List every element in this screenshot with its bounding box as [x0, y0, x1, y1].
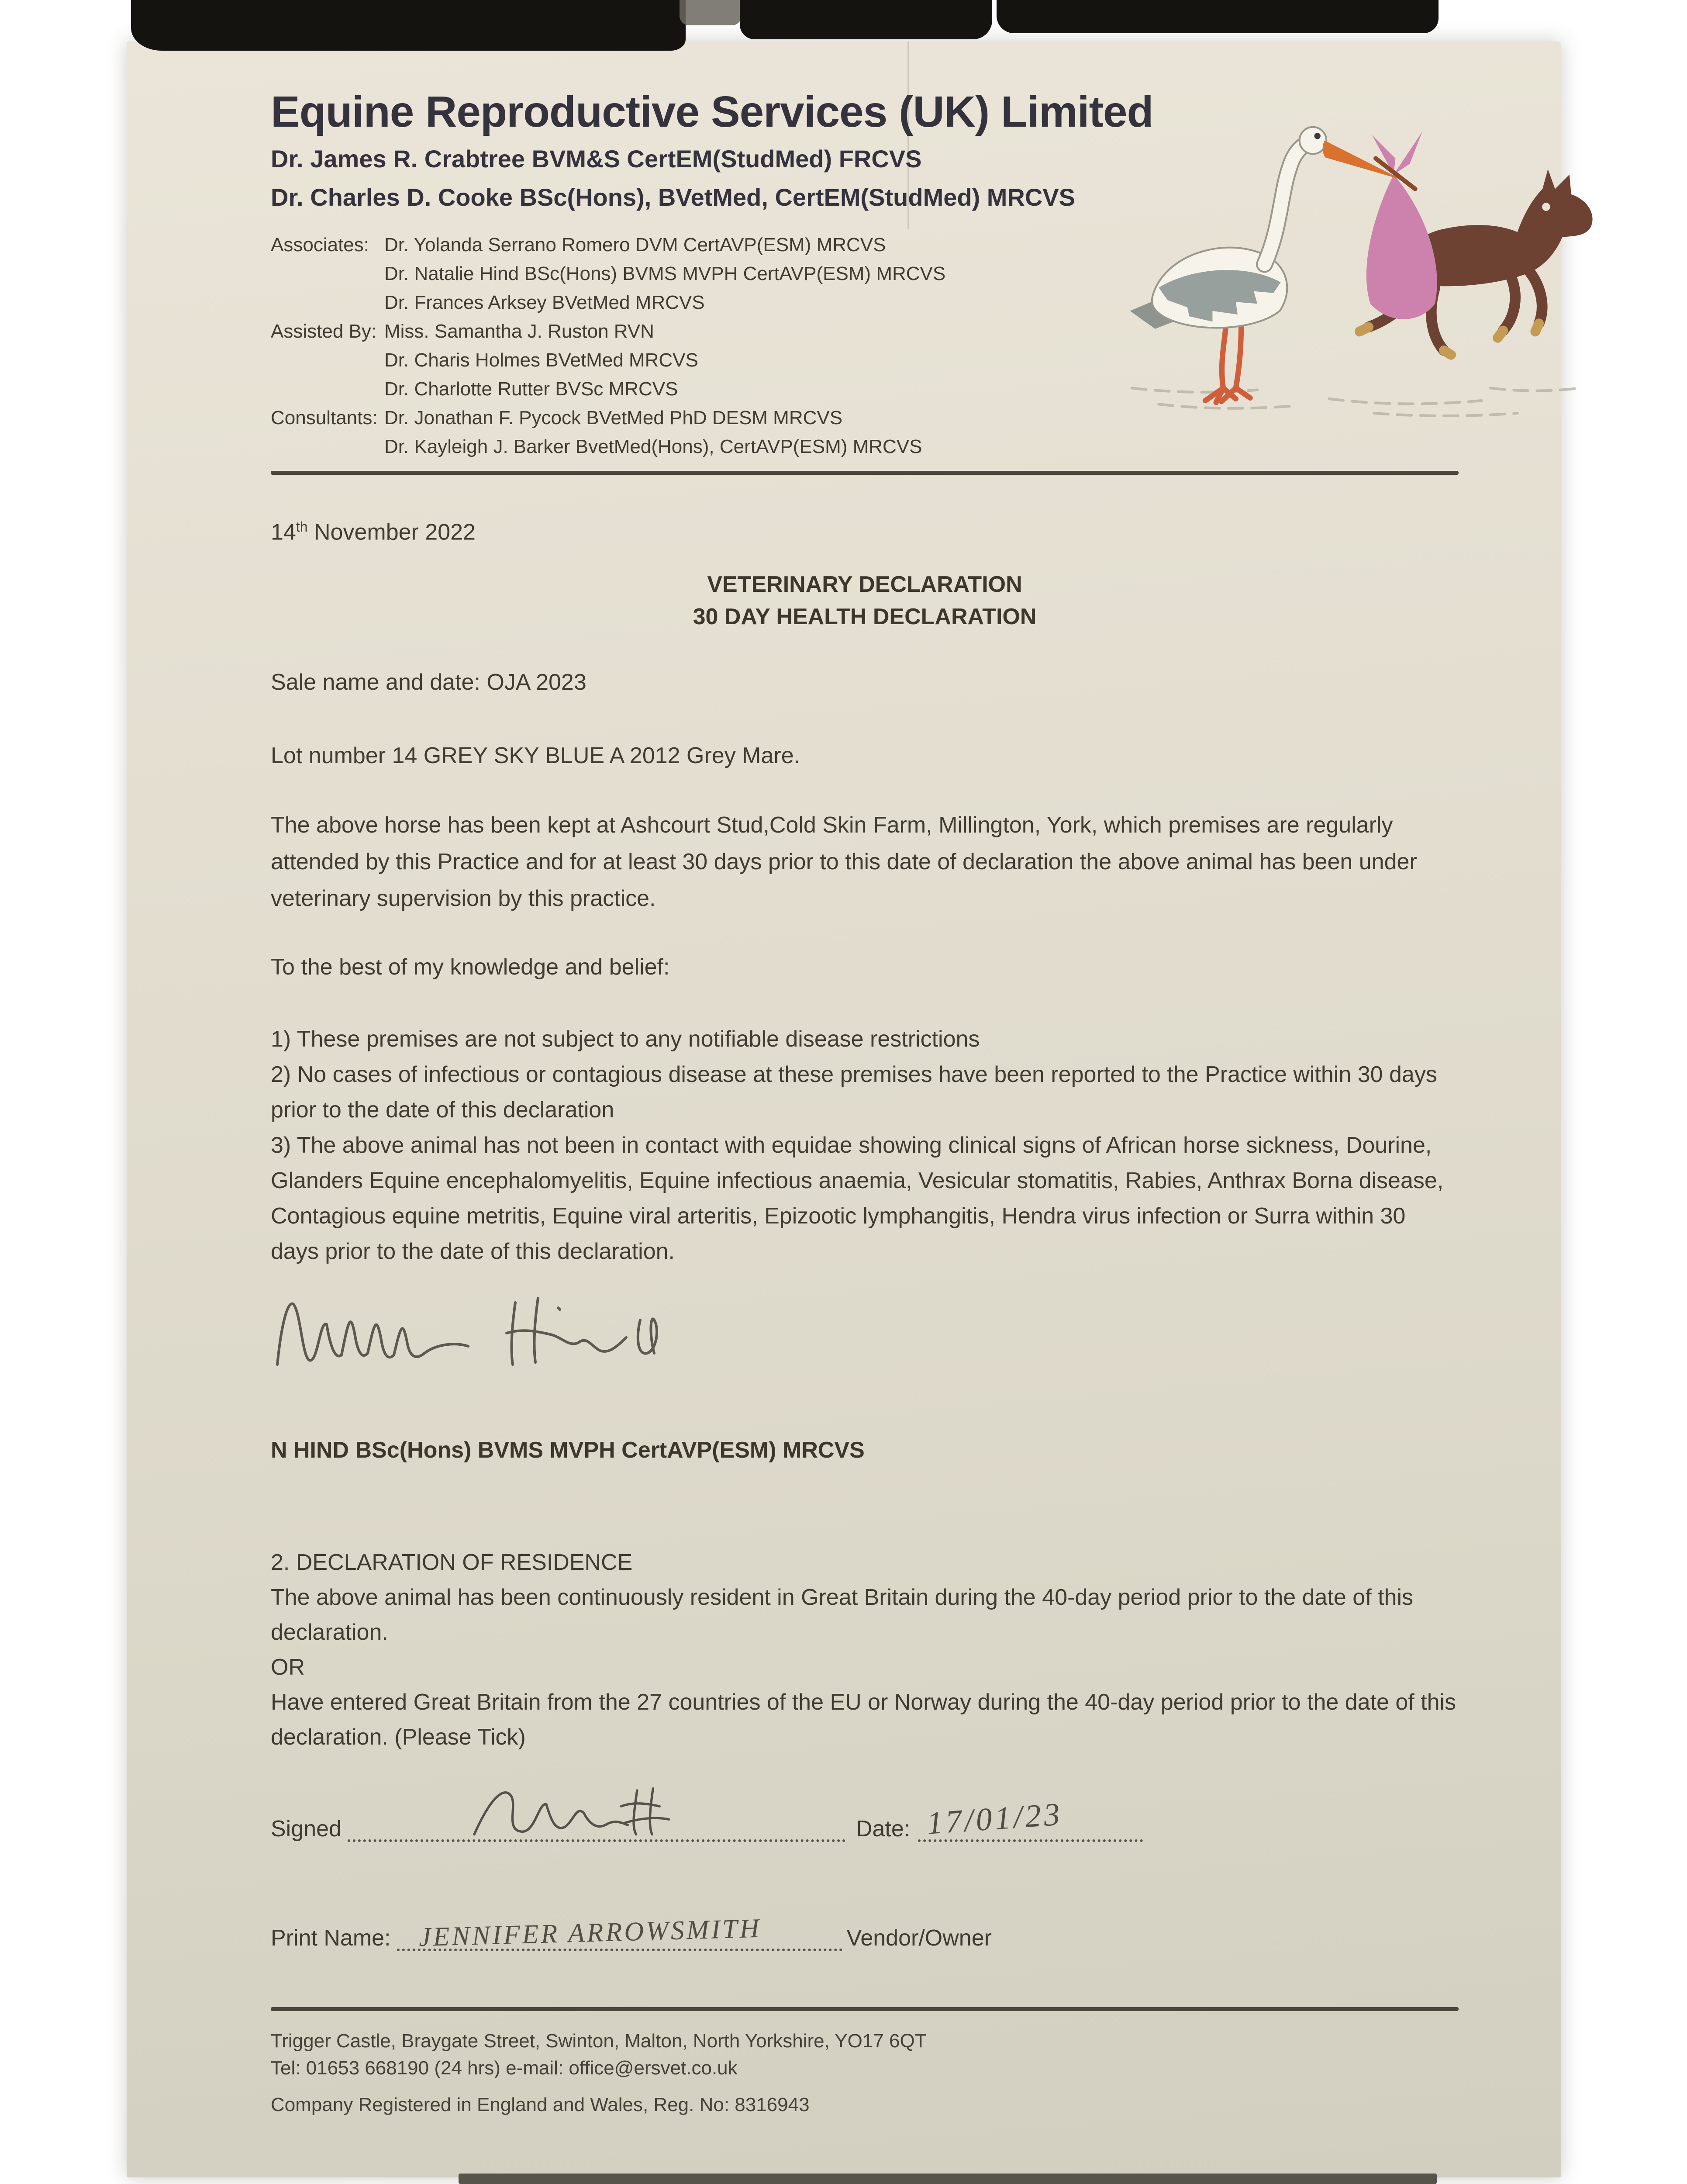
letter-date-rest: November 2022 — [307, 519, 476, 545]
declaration-subtitle: 30 DAY HEALTH DECLARATION — [693, 604, 1037, 630]
vet-name-line: N HIND BSc(Hons) BVMS MVPH CertAVP(ESM) MRCVS — [271, 1438, 865, 1463]
vet-signature — [271, 1295, 716, 1371]
principal-line-1: Dr. James R. Crabtree BVM&S CertEM(StudMed) FRCVS — [271, 145, 922, 173]
vendor-signature — [409, 1778, 802, 1844]
letter-date-suffix: th — [296, 519, 308, 535]
staff-name: Miss. Samantha J. Ruston RVN — [384, 321, 654, 342]
letterhead-rule — [271, 471, 1459, 475]
footer-address: Trigger Castle, Braygate Street, Swinton, Malton, North Yorkshire, YO17 6QT — [271, 2030, 927, 2052]
declaration-point-2: 2) No cases of infectious or contagious disease at these premises have been reported to the Practice within 30 days prior to the date of this declaration — [271, 1062, 1437, 1123]
staff-name: Dr. Natalie Hind BSc(Hons) BVMS MVPH CertAVP(ESM) MRCVS — [384, 263, 946, 284]
date-line — [918, 1796, 1143, 1842]
staff-role: Assisted By: — [271, 321, 377, 342]
scan-top-edge-smudge — [680, 0, 742, 25]
residence-or: OR — [271, 1655, 305, 1680]
print-name-line — [397, 1914, 842, 1952]
footer-registration: Company Registered in England and Wales, Reg. No: 8316943 — [271, 2094, 810, 2116]
belief-line: To the best of my knowledge and belief: — [271, 954, 670, 980]
staff-name: Dr. Yolanda Serrano Romero DVM CertAVP(ESM) MRCVS — [384, 234, 886, 256]
staff-list — [271, 231, 1459, 461]
footer-contact: Tel: 01653 668190 (24 hrs) e-mail: office@ersvet.co.uk — [271, 2057, 738, 2079]
staff-role: Consultants: — [271, 407, 378, 429]
scan-top-edge — [740, 0, 992, 39]
staff-role — [271, 375, 384, 404]
declaration-title: VETERINARY DECLARATION — [707, 572, 1022, 598]
scan-top-edge — [131, 0, 686, 51]
staff-name: Dr. Frances Arksey BVetMed MRCVS — [384, 292, 705, 313]
premises-paragraph: The above horse has been kept at Ashcourt Stud,Cold Skin Farm, Millington, York, which premises are regularly attended by this Practice and for at least 30 days prior to this date of declaration the above animal has been under veterinary supervision by this practice. — [271, 812, 1417, 912]
paper — [127, 41, 1561, 2177]
staff-name: Dr. Kayleigh J. Barker BvetMed(Hons), CertAVP(ESM) MRCVS — [384, 436, 922, 457]
date-label: Date: — [856, 1816, 911, 1842]
staff-role: Associates: — [271, 234, 369, 256]
staff-name: Dr. Charlotte Rutter BVSc MRCVS — [384, 378, 678, 400]
declaration-title-block — [271, 568, 1459, 633]
footer-rule — [271, 2007, 1459, 2011]
letter-date-day: 14 — [271, 519, 296, 545]
declaration-point-1: 1) These premises are not subject to any notifiable disease restrictions — [271, 1026, 980, 1052]
signed-line — [348, 1835, 845, 1842]
lot-number-line: Lot number 14 GREY SKY BLUE A 2012 Grey Mare. — [271, 743, 800, 769]
vendor-owner-label: Vendor/Owner — [846, 1925, 992, 1951]
principal-line-2: Dr. Charles D. Cooke BSc(Hons), BVetMed, CertEM(StudMed) MRCVS — [271, 183, 1076, 211]
scan-bottom-edge — [459, 2174, 1437, 2184]
print-name-handwritten: JENNIFER ARROWSMITH — [418, 1914, 762, 1952]
sale-name-line: Sale name and date: OJA 2023 — [271, 670, 586, 695]
declaration-points — [271, 1022, 1459, 1269]
date-value-handwritten: 17/01/23 — [925, 1796, 1064, 1842]
residence-section — [271, 1545, 1459, 1755]
residence-option-2: Have entered Great Britain from the 27 countries of the EU or Norway during the 40-day period prior to the date of this declaration. (Please Tick) — [271, 1690, 1456, 1750]
scan-top-edge — [997, 0, 1439, 33]
staff-name: Dr. Jonathan F. Pycock BVetMed PhD DESM MRCVS — [384, 407, 843, 429]
print-name-row — [271, 1908, 1459, 1951]
declaration-point-3: 3) The above animal has not been in contact with equidae showing clinical signs of African horse sickness, Dourine, Glanders Equine encephalomyelitis, Equine infectious anaemia, Vesicular stomatitis, Rabies, Anthrax Borna disease, Contagious equine metritis, Equine viral arteritis, Epizootic lymphangitis, Hendra virus infection or Surra within 30 days prior to the date of this declaration. — [271, 1133, 1444, 1265]
staff-role — [271, 346, 384, 375]
staff-role — [271, 288, 384, 317]
staff-role — [271, 432, 384, 461]
staff-role — [271, 259, 384, 288]
residence-heading: 2. DECLARATION OF RESIDENCE — [271, 1550, 633, 1576]
company-name: Equine Reproductive Services (UK) Limited — [271, 87, 1153, 136]
residence-option-1: The above animal has been continuously resident in Great Britain during the 40-day period prior to the date of this declaration. — [271, 1585, 1414, 1645]
staff-name: Dr. Charis Holmes BVetMed MRCVS — [384, 349, 698, 371]
footer-block — [271, 2028, 1459, 2082]
letter-date — [271, 513, 1459, 546]
signed-label: Signed — [271, 1816, 342, 1842]
print-name-label: Print Name: — [271, 1925, 391, 1951]
signed-row — [271, 1790, 1459, 1842]
